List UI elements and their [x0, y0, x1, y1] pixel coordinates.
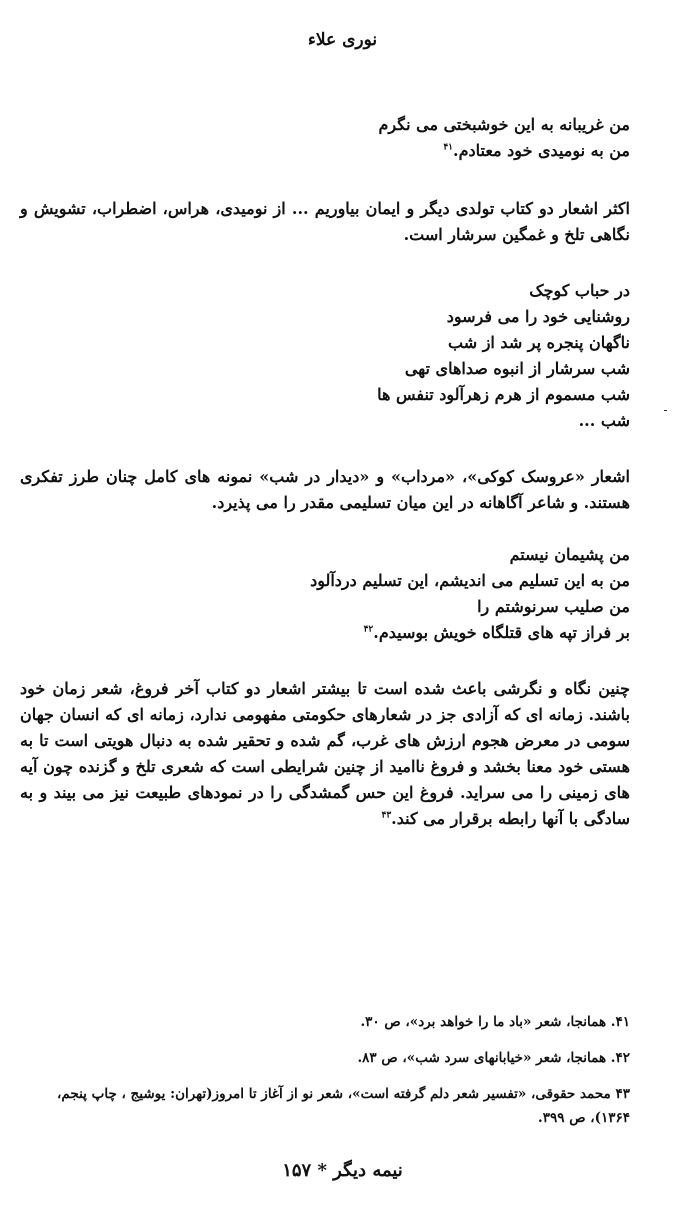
poem-excerpt-2: [20, 278, 630, 434]
poem-line: شب ...: [578, 411, 630, 430]
footnote-ref-42: ۴۲: [363, 624, 374, 635]
poem-line: من به این تسلیم می اندیشم، این تسلیم دردآلود: [310, 571, 630, 590]
footnote-41: ۴۱. همانجا، شعر «باد ما را خواهد برد»، ص ۳۰.: [360, 1014, 630, 1030]
main-content: [20, 112, 630, 832]
poem-line: روشنایی خود را می فرسود: [446, 307, 630, 326]
page-footer-number: نیمه دیگر * ۱۵۷: [282, 1160, 403, 1181]
scan-speck: [664, 410, 667, 411]
page-header-author: نوری علاء: [307, 30, 378, 50]
poem-line: شب سرشار از انبوه صداهای تهی: [404, 359, 630, 378]
poem-excerpt-1: [20, 112, 630, 164]
paragraph-3: [20, 676, 630, 832]
poem-line: من به نومیدی خود معتادم.: [453, 141, 630, 160]
poem-line: شب مسموم از هرم زهرآلود تنفس ها: [377, 385, 630, 404]
poem-line: من پشیمان نیستم: [509, 545, 630, 564]
footnote-ref-43: ۴۳: [381, 810, 392, 821]
poem-line-with-ref: [20, 138, 630, 164]
poem-line: بر فراز تپه های قتلگاه خویش بوسیدم.: [373, 623, 630, 642]
paragraph-3-text: چنین نگاه و نگرشی باعث شده است تا بیشتر اشعار دو کتاب آخر فروغ، شعر زمان خود باشند. زمانه ای که آزادی جز در شعارهای حکومتی مفهومی ندارد، زمانه ای که انسان جهان سومی در معرض هجوم ارزش های غرب، گم شده و تحقیر شده به دنبال هویتی است تا به هستی خود معنا بخشد و فروغ ناامید از چنین شرایطی است که شعری تلخ و گزنده چون آیه های زمینی را می سراید. فروغ این حس گمشدگی را در نمودهای طبیعت نیز می بیند و به سادگی با آنها رابطه برقرار می کند.: [20, 679, 631, 828]
poem-line: ناگهان پنجره پر شد از شب: [448, 333, 630, 352]
poem-line: من صلیب سرنوشتم را: [477, 597, 630, 616]
poem-line-with-ref: [20, 620, 630, 646]
poem-excerpt-3: [20, 542, 630, 646]
poem-line: در حباب کوچک: [529, 281, 630, 300]
footnote-ref-41: ۴۱: [443, 142, 454, 153]
paragraph-2: اشعار «عروسک کوکی»، «مرداب» و «دیدار در شب» نمونه های کامل چنان طرز تفکری هستند. و شاعر آگاهانه در این میان تسلیمی مقدر را می پذیرد.: [20, 467, 630, 512]
footnote-43: ۴۳ محمد حقوقی، «تفسیر شعر دلم گرفته است»، شعر نو از آغاز تا امروز(تهران: یوشیج ، چاپ پنجم، ۱۳۶۴)، ص ۳۹۹.: [57, 1086, 630, 1126]
poem-line: من غریبانه به این خوشبختی می نگرم: [378, 115, 630, 134]
footnote-42: ۴۲. همانجا، شعر «خیابانهای سرد شب»، ص ۸۳.: [357, 1050, 630, 1066]
paragraph-1: اکثر اشعار دو کتاب تولدی دیگر و ایمان بیاوریم ... از نومیدی، هراس، اضطراب، تشویش و نگاهی تلخ و غمگین سرشار است.: [20, 199, 630, 244]
